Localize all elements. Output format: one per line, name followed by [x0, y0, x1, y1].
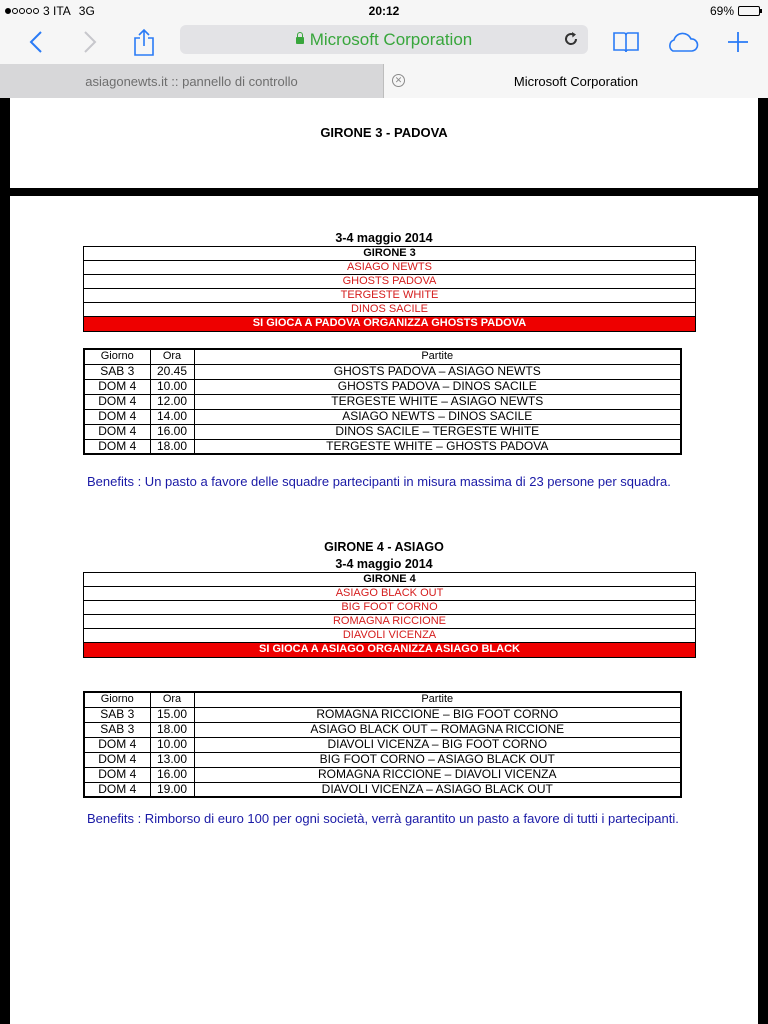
table-row — [84, 394, 681, 409]
team-name: DINOS SACILE — [84, 303, 695, 317]
page-title: GIRONE 3 - PADOVA — [320, 125, 448, 140]
girone4-header: GIRONE 4 — [84, 573, 695, 587]
table-row — [84, 379, 681, 394]
web-content — [0, 98, 768, 1024]
cloud-tabs-button[interactable] — [664, 24, 700, 60]
cell-day: DOM 4 — [84, 424, 150, 439]
girone4-title: GIRONE 4 - ASIAGO — [324, 540, 444, 554]
tab-microsoft-corporation[interactable] — [384, 64, 768, 98]
tab-bar — [0, 64, 768, 98]
tab-asiagonewts[interactable] — [0, 64, 384, 98]
status-right — [710, 4, 760, 18]
bookmarks-button[interactable] — [608, 24, 644, 60]
new-tab-icon — [727, 31, 749, 53]
cell-day: DOM 4 — [84, 379, 150, 394]
tab-label: asiagonewts.it :: pannello di controllo — [85, 73, 298, 89]
cell-time: 16.00 — [150, 767, 194, 782]
team-name: ROMAGNA RICCIONE — [84, 615, 695, 629]
browser-toolbar — [0, 20, 768, 64]
cell-match: ASIAGO NEWTS – DINOS SACILE — [194, 409, 681, 424]
clock: 20:12 — [368, 4, 400, 18]
column-header-ora: Ora — [150, 692, 194, 707]
girone3-venue: SI GIOCA A PADOVA ORGANIZZA GHOSTS PADOVA — [84, 317, 695, 331]
table-row — [84, 722, 681, 737]
cell-day: DOM 4 — [84, 439, 150, 454]
column-header-giorno: Giorno — [84, 349, 150, 364]
address-text: Microsoft Corporation — [309, 30, 473, 49]
forward-button[interactable] — [72, 24, 108, 60]
back-icon — [29, 30, 43, 54]
column-header-partite: Partite — [194, 692, 681, 707]
table-row — [84, 737, 681, 752]
girone3-date: 3-4 maggio 2014 — [335, 231, 433, 245]
cell-time: 16.00 — [150, 424, 194, 439]
column-header-giorno: Giorno — [84, 692, 150, 707]
table-row — [84, 409, 681, 424]
table-row — [84, 439, 681, 454]
table-row — [84, 364, 681, 379]
cloud-tabs-icon — [665, 31, 699, 53]
girone4-venue: SI GIOCA A ASIAGO ORGANIZZA ASIAGO BLACK — [84, 643, 695, 657]
reload-button[interactable] — [560, 28, 582, 50]
cell-match: DIAVOLI VICENZA – ASIAGO BLACK OUT — [194, 782, 681, 797]
close-tab-icon[interactable]: ✕ — [392, 74, 405, 87]
team-name: TERGESTE WHITE — [84, 289, 695, 303]
cell-time: 13.00 — [150, 752, 194, 767]
team-name: GHOSTS PADOVA — [84, 275, 695, 289]
battery-percent: 69% — [709, 4, 734, 18]
cell-match: ROMAGNA RICCIONE – DIAVOLI VICENZA — [194, 767, 681, 782]
cell-match: BIG FOOT CORNO – ASIAGO BLACK OUT — [194, 752, 681, 767]
cell-time: 10.00 — [150, 737, 194, 752]
cell-time: 18.00 — [150, 439, 194, 454]
forward-icon — [83, 30, 97, 54]
cell-time: 14.00 — [150, 409, 194, 424]
team-name: ASIAGO NEWTS — [84, 261, 695, 275]
cell-day: SAB 3 — [84, 722, 150, 737]
cell-day: DOM 4 — [84, 737, 150, 752]
bookmarks-icon — [612, 30, 640, 54]
team-name: ASIAGO BLACK OUT — [84, 587, 695, 601]
girone4-schedule-table — [83, 691, 682, 798]
cell-match: GHOSTS PADOVA – DINOS SACILE — [194, 379, 681, 394]
new-tab-button[interactable] — [720, 24, 756, 60]
cell-match: DIAVOLI VICENZA – BIG FOOT CORNO — [194, 737, 681, 752]
cell-day: DOM 4 — [84, 394, 150, 409]
carrier-label: 3 ITA — [43, 4, 71, 18]
cell-time: 20.45 — [150, 364, 194, 379]
cell-match: ASIAGO BLACK OUT – ROMAGNA RICCIONE — [194, 722, 681, 737]
girone3-header: GIRONE 3 — [84, 247, 695, 261]
back-button[interactable] — [18, 24, 54, 60]
cell-time: 19.00 — [150, 782, 194, 797]
table-header-row — [84, 349, 681, 364]
girone3-teams-box — [83, 246, 696, 332]
cell-day: SAB 3 — [84, 364, 150, 379]
reload-icon — [563, 31, 579, 47]
table-row — [84, 424, 681, 439]
document-page-2 — [10, 196, 758, 1024]
cell-match: ROMAGNA RICCIONE – BIG FOOT CORNO — [194, 707, 681, 722]
table-row — [84, 767, 681, 782]
cell-day: DOM 4 — [84, 752, 150, 767]
address-text-wrap — [180, 30, 588, 50]
cell-day: DOM 4 — [84, 767, 150, 782]
cell-day: SAB 3 — [84, 707, 150, 722]
cell-match: TERGESTE WHITE – GHOSTS PADOVA — [194, 439, 681, 454]
network-label: 3G — [78, 4, 95, 18]
girone3-schedule-table — [83, 348, 682, 455]
document-page-1 — [10, 98, 758, 188]
tab-label: Microsoft Corporation — [513, 73, 639, 89]
cell-day: DOM 4 — [84, 409, 150, 424]
table-row — [84, 782, 681, 797]
team-name: DIAVOLI VICENZA — [84, 629, 695, 643]
cell-time: 15.00 — [150, 707, 194, 722]
cell-time: 12.00 — [150, 394, 194, 409]
lock-icon — [296, 37, 304, 44]
share-icon — [133, 28, 155, 56]
share-button[interactable] — [126, 24, 162, 60]
table-header-row — [84, 692, 681, 707]
table-row — [84, 707, 681, 722]
cell-time: 10.00 — [150, 379, 194, 394]
address-bar[interactable] — [180, 25, 588, 54]
cell-time: 18.00 — [150, 722, 194, 737]
cell-match: DINOS SACILE – TERGESTE WHITE — [194, 424, 681, 439]
table-row — [84, 752, 681, 767]
cell-match: GHOSTS PADOVA – ASIAGO NEWTS — [194, 364, 681, 379]
status-bar — [0, 0, 768, 20]
column-header-partite: Partite — [194, 349, 681, 364]
girone4-date: 3-4 maggio 2014 — [335, 557, 433, 571]
cell-day: DOM 4 — [84, 782, 150, 797]
column-header-ora: Ora — [150, 349, 194, 364]
girone3-benefits: Benefits : Un pasto a favore delle squadre partecipanti in misura massima di 23 persone per squadra. — [87, 474, 671, 489]
battery-icon — [738, 6, 760, 16]
girone4-benefits: Benefits : Rimborso di euro 100 per ogni società, verrà garantito un pasto a favore di tutti i partecipanti. — [87, 811, 679, 826]
team-name: BIG FOOT CORNO — [84, 601, 695, 615]
girone4-teams-box — [83, 572, 696, 658]
cell-match: TERGESTE WHITE – ASIAGO NEWTS — [194, 394, 681, 409]
